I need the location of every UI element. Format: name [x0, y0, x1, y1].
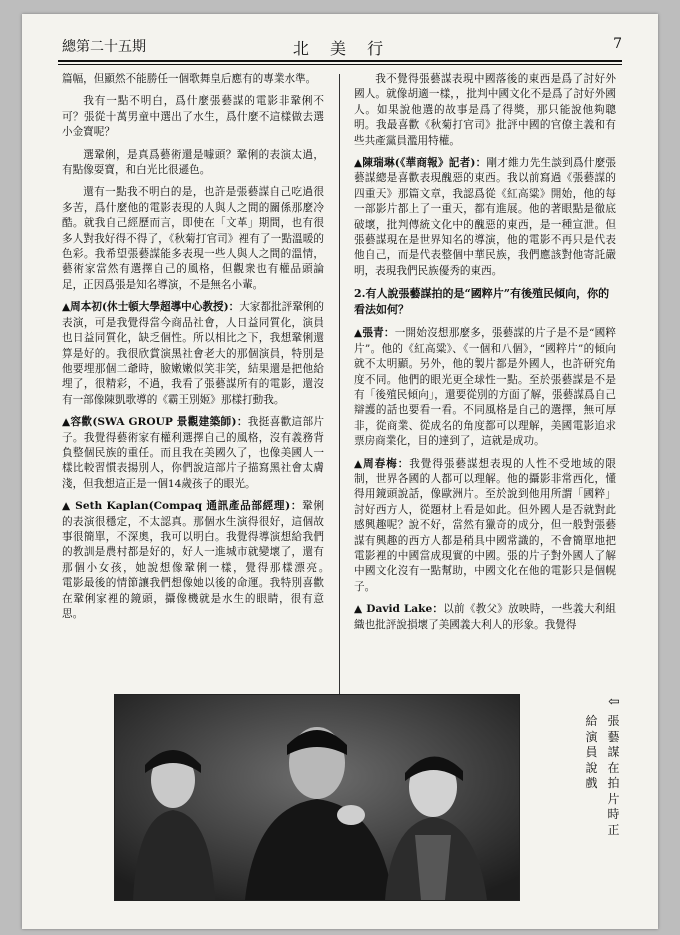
speaker-text: 鞏俐的表演很穩定，不太認真。那個水生演得很好，這個故事很簡單，不深奧，我可以明白。我覺得導演想給我們的教訓是農村都是好的，好人一進城市就變壞了，還有那個小女孩，她說想像鞏俐一樣，覺得那樣漂亮。 電影最後的情節讓我們想像她以後的命運。我特別喜歡在鞏俐家裡的鏡頭，攝像機就是水生的眼睛，很有意思。 [62, 500, 356, 620]
speaker-name: ▲周本初(休士頓大學超導中心教授)： [62, 301, 240, 314]
column-divider [339, 74, 340, 699]
speaker-text: 以前《教父》放映時，一些義大利組織也批評說損壞了美國義大利人的形象。我覺得 [354, 603, 616, 631]
magazine-page [22, 14, 658, 929]
speaker-name: ▲ Seth Kaplan(Compaq 通訊產品部經理)： [62, 500, 303, 513]
speaker-text: 一開始沒想那麼多，張藝謀的片子是不是“國粹片”。他的《紅高粱》、《一個和八個》，“國粹片”的傾向就不太明顯。另外，他的製片都是外國人，也許研究角度不同。他們的眼光更全球性一點。至於張藝謀是不是有「後殖民傾向」，還要從別的方面了解，張藝謀爲自己辯護的話也要看一看。不同風格是自己的選擇，無可厚非，從商業、從成名的角度都可以理解，美國電影追求票房商業化，目的達到了，這就是成功。 [354, 327, 616, 448]
speaker-paragraph [62, 499, 356, 622]
speaker-paragraph [354, 457, 616, 596]
page-number: 7 [613, 36, 622, 52]
speaker-name: ▲ David Lake： [354, 603, 444, 616]
header-rule-thin [58, 64, 622, 65]
caption-line-1: 張 藝 謀 在 拍 片 時 正 [607, 714, 620, 837]
speaker-name: ▲周春梅： [354, 457, 410, 470]
issue-number: 總第二十五期 [62, 39, 146, 55]
speaker-paragraph [62, 415, 324, 492]
body-paragraph: 我有一點不明白，爲什麼張藝謀的電影非鞏俐不可？張從十萬男童中選出了水生，爲什麼不這樣做去選小金寶呢？ [62, 95, 324, 139]
caption-line-2: 給 演 員 說 戲 [585, 714, 598, 790]
speaker-paragraph [354, 326, 616, 449]
magazine-title: 北 美 行 [292, 39, 392, 58]
speaker-text: 我挺喜歡這部片子。我覺得藝術家有權利選擇自己的風格，沒有義務背負整個民族的重任。而且我在美國久了，也像美國人一樣比較習慣表揚別人，你們說這部片子描寫黑社會太膚淺，但我想這正是一個14歲孩子的眼光。 [62, 416, 325, 490]
speaker-text: 剛才維力先生談到爲什麼張藝謀總是喜歡表現醜惡的東西。我以前寫過《張藝謀的四重天》那篇文章，我認爲從《紅高粱》開始，他的每一部影片都上了一重天，都有進展。他的著眼點是徹底破壞，批判傳統文化中的醜惡的東西，是一種宣泄。但張藝謀現在是世界知名的導演，他的電影不再只是代表他自己，而是代表整個中華民族，我們應該對他寄託嚴明，表現我們民族優秀的東西。 [354, 157, 616, 277]
speaker-paragraph [62, 300, 324, 408]
body-paragraph: 篇幅，但顯然不能勝任一個歌舞皇后應有的專業水準。 [62, 73, 317, 85]
body-paragraph: 還有一點我不明白的是，也許是張藝謀自己吃過很多苦，爲什麼他的電影表現的人與人之間的關係那麼冷酷。就我自己經歷而言，即使在「文革」期間，也有很多人對我好得不得了，《秋菊打官司》裡有了一點溫暖的色彩。我希望張藝謀能多表現一些人與人之間的溫情，藝術家當然有選擇自己的風格，但觀衆也有權品頭論足，正因爲張是知名導演，不是無名小輩。 [62, 186, 324, 291]
right-column [354, 72, 616, 640]
left-arrow-icon: ⇦ [608, 694, 620, 710]
body-paragraph: 我不覺得張藝謀表現中國落後的東西是爲了討好外國人。就像胡適一樣，，批判中國文化不是爲了討好外國人。如果說他選的故事是爲了得獎，那只能說他夠聰明。我最喜歡《秋菊打官司》批評中國的官僚主義和有些共產黨員濫用特權。 [354, 73, 616, 147]
question-heading: 2.有人說張藝謀拍的是“國粹片”有後殖民傾向，你的看法如何？ [354, 287, 610, 317]
header-rule [58, 60, 622, 62]
body-paragraph: 選鞏俐，是真爲藝術還是噱頭？鞏俐的表演太過，有點像耍寶，和白光比很遜色。 [62, 148, 324, 177]
speaker-paragraph [354, 156, 616, 279]
speaker-text: 大家都批評鞏俐的表演，可是我覺得當今商品社會，人日益同質化，演員也日益同質化，缺乏個性。所以相比之下，我想鞏俐還算是好的。我很欣賞演黑社會老大的那個演員，特別是他要埋那個二爺時，臉嫩嫩似笑非笑，結果還是把他給埋了，很精彩，不過，我看了張藝謀所有的電影，還沒有一部像陳凱歌導的《霸王別姬》那樣打動我。 [62, 301, 325, 406]
speaker-name: ▲容歡(SWA GROUP 景觀建築師)： [62, 416, 248, 429]
page-header [62, 36, 622, 58]
speaker-text: 我覺得張藝謀想表現的人性不受地域的限制，世界各國的人都可以理解。他的攝影非常西化，懂得用鏡頭說話，像歐洲片。至於說到他用所謂「國粹」討好西方人，從題材上看是如此。但外國人是否就對此感興趣呢？說不好，當然有獵奇的成分，但一般對張藝謀有興趣的西方人都是稍具中國常識的，不會簡單地把電影裡的中國當成現實的中國。張的片子對外國人了解中國文化沒有一點幫助，中國文化在他的電影只是個幌子。 [354, 457, 616, 593]
speaker-name: ▲陳瑞琳(《華商報》記者)： [354, 157, 487, 170]
film-still-photo [114, 694, 520, 901]
film-set-image [115, 695, 519, 900]
speaker-name: ▲張青： [354, 327, 395, 340]
speaker-paragraph [354, 602, 616, 633]
photo-caption [522, 694, 622, 844]
left-column [62, 72, 356, 629]
